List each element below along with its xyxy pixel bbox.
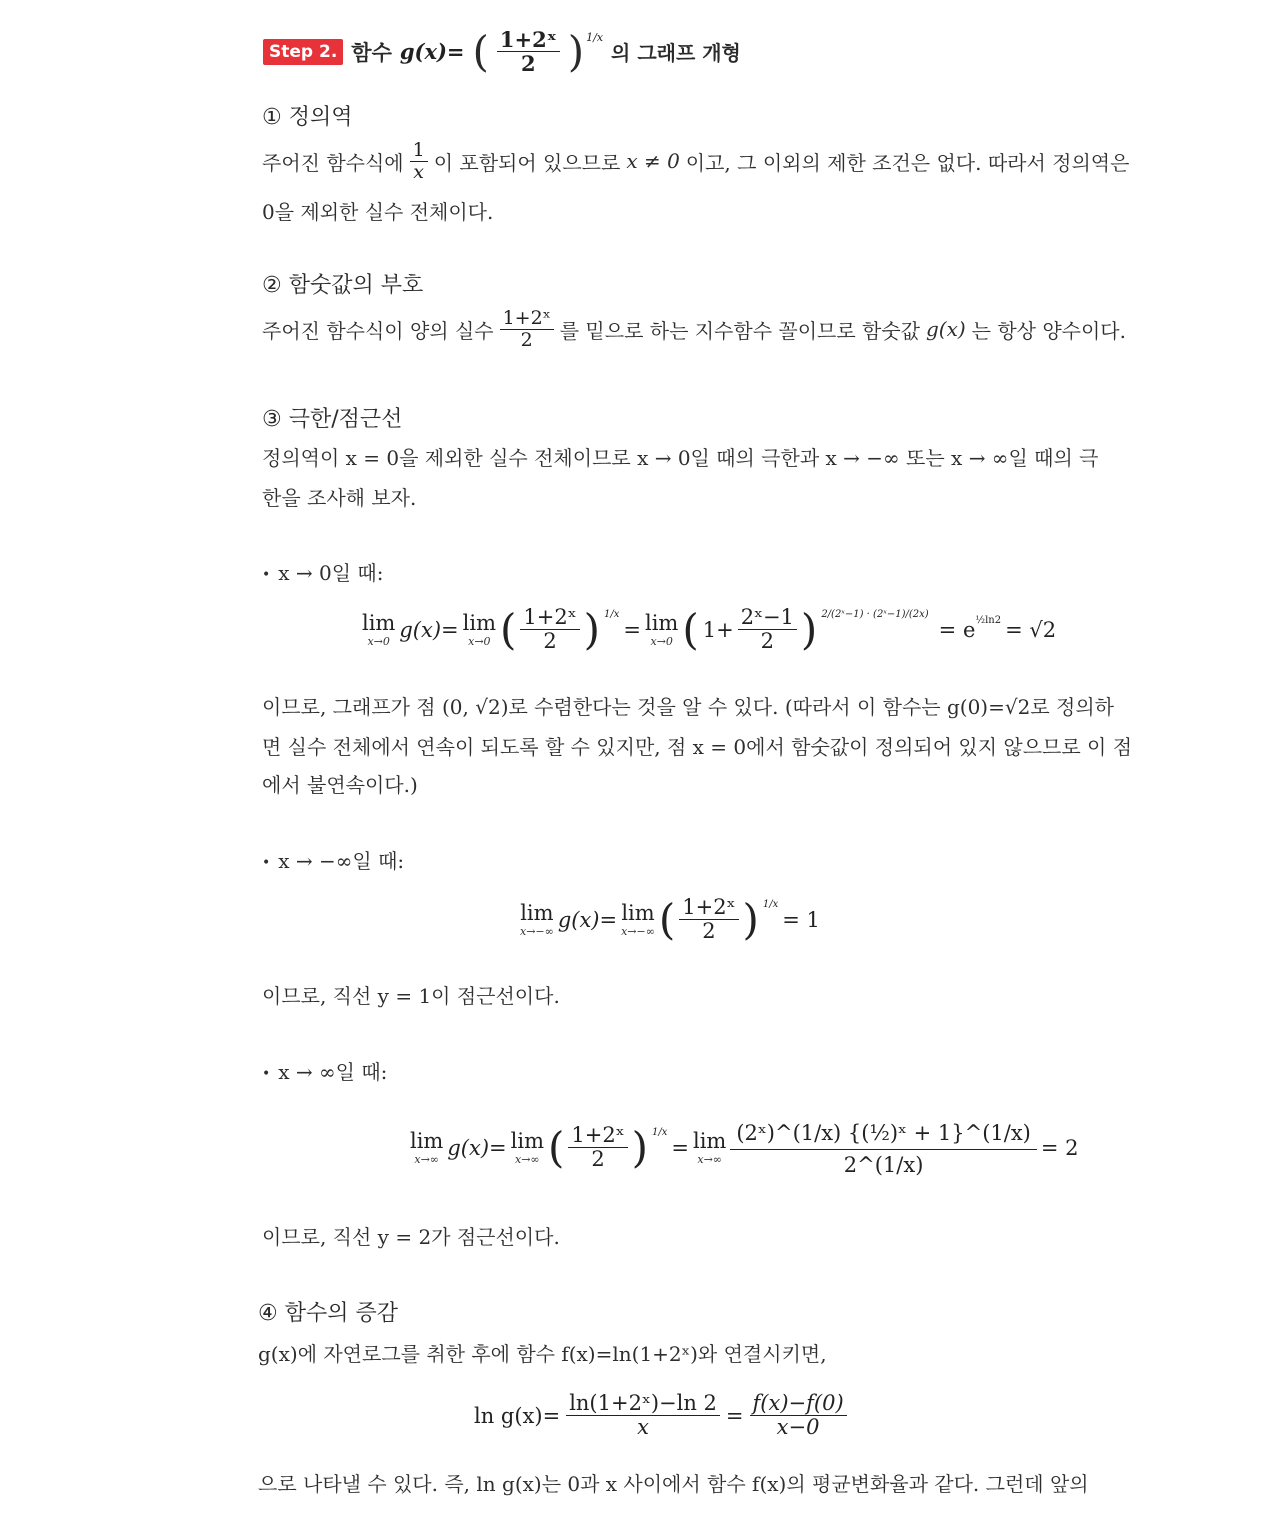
s2-heading: ② 함숫값의 부호 (262, 273, 424, 298)
eq-sign: = (623, 617, 641, 642)
lim-sub: x→−∞ (520, 924, 554, 938)
s4-frac2 (750, 1392, 847, 1439)
case2-text: 이므로, 직선 y = 1이 점근선이다. (262, 984, 560, 1008)
step-badge: Step 2. (263, 39, 343, 65)
case1-exp2: 2/(2ˣ−1) · (2ˣ−1)/(2x) (821, 609, 929, 621)
frac-num: 1+2ˣ (568, 1124, 627, 1148)
s1-line1 (262, 140, 1129, 183)
lim-2b: lim x→−∞ (621, 900, 655, 938)
paren-left: ( (682, 604, 699, 654)
header-den: 2 (521, 51, 536, 77)
header-suffix: 의 그래프 개형 (611, 41, 741, 66)
paren-right: ) (567, 26, 585, 76)
lim-1b: lim x→0 (462, 610, 496, 648)
s4-line2: 으로 나타낼 수 있다. 즉, ln g(x)는 0과 x 사이에서 함수 f(x)의 평균변화율과 같다. 그런데 앞의 (258, 1472, 1089, 1496)
lim-sub: x→∞ (697, 1152, 722, 1166)
s4-equation (474, 1392, 847, 1439)
frac-den: x (637, 1415, 649, 1440)
case3-bigfrac (730, 1118, 1037, 1177)
case3-equation (410, 1118, 1079, 1177)
case2-label-text: x → −∞일 때: (278, 849, 405, 873)
eq-sign: = (725, 1403, 744, 1428)
case2-result: = 1 (782, 907, 820, 932)
case1-frac1 (520, 606, 579, 653)
paren-left: ( (472, 26, 489, 76)
case1-label (262, 557, 383, 586)
bullet-icon: • (262, 566, 271, 583)
case3-label (262, 1056, 387, 1085)
header-func: g(x)= (399, 39, 465, 65)
s1-fraction (410, 140, 428, 183)
case1-frac2 (738, 606, 797, 653)
lim-sub: x→0 (650, 634, 673, 648)
case1-mid: 1+ (702, 617, 734, 642)
case1-equation (362, 606, 1056, 653)
s1-line2: 0을 제외한 실수 전체이다. (262, 200, 494, 224)
case1-label-text: x → 0일 때: (278, 561, 384, 585)
case3-text: 이므로, 직선 y = 2가 점근선이다. (262, 1225, 560, 1249)
lim-sub: x→∞ (515, 1152, 540, 1166)
s3-heading: ③ 극한/점근선 (262, 407, 403, 432)
s2-frac-num: 1+2ˣ (500, 308, 554, 330)
s4-frac1 (566, 1392, 720, 1439)
paren-right: ) (583, 604, 600, 654)
lim-1c: lim x→0 (644, 610, 679, 648)
case1-text2: 면 실수 전체에서 연속이 되도록 할 수 있지만, 점 x = 0에서 함숫값이 정의되어 있지 않으므로 이 점 (262, 735, 1133, 759)
s3-line2: 한을 조사해 보자. (262, 486, 417, 510)
case3-label-text: x → ∞일 때: (278, 1060, 388, 1084)
lim-sub: x→0 (367, 634, 390, 648)
header-fraction (497, 28, 560, 75)
step-header (263, 28, 741, 75)
s2-line1 (262, 308, 1126, 351)
lim-3b: lim x→∞ (510, 1128, 544, 1166)
s1-frac-num: 1 (410, 140, 428, 162)
lim-sub: x→−∞ (621, 924, 655, 938)
s2-text-a: 주어진 함수식이 양의 실수 (262, 318, 494, 343)
paren-right: ) (742, 894, 759, 944)
lim-3a: lim x→∞ (410, 1128, 444, 1166)
case1-text3: 에서 불연속이다.) (262, 773, 418, 797)
case1-e-exp: ½ln2 (975, 615, 1002, 627)
frac-den: 2 (760, 629, 774, 654)
case1-result: = √2 (1005, 617, 1057, 642)
frac-num: 1+2ˣ (679, 896, 738, 920)
frac-den: 2 (702, 919, 716, 944)
header-num: 1+2ˣ (497, 28, 560, 52)
eq-sign: = (671, 1135, 689, 1160)
case2-label (262, 845, 404, 874)
lim-3c: lim x→∞ (692, 1128, 727, 1166)
lim-2a: lim x→−∞ (520, 900, 554, 938)
case1-exp1: 1/x (604, 609, 620, 621)
s1-text-b: 이 포함되어 있으므로 (433, 150, 621, 175)
s4-line1: g(x)에 자연로그를 취한 후에 함수 f(x)=ln(1+2ˣ)와 연결시키면, (258, 1342, 827, 1366)
frac-num: 1+2ˣ (520, 606, 579, 630)
lim-sub: x→0 (468, 634, 491, 648)
bigfrac-den: 2^(1/x) (843, 1153, 924, 1178)
s2-text-c: 는 항상 양수이다. (971, 318, 1126, 343)
case1-lhs: g(x)= (399, 617, 459, 642)
frac-den: 2 (543, 629, 557, 654)
header-exp: 1/x (586, 31, 604, 45)
bullet-icon: • (262, 854, 271, 871)
case3-exp: 1/x (652, 1127, 668, 1139)
s1-heading: ① 정의역 (262, 105, 353, 130)
bigfrac-num: (2ˣ)^(1/x) {(½)ˣ + 1}^(1/x) (730, 1118, 1037, 1150)
s4-lhs: ln g(x)= (474, 1403, 561, 1428)
header-prefix: 함수 (351, 40, 392, 65)
paren-right: ) (800, 604, 818, 654)
lim-1a: lim x→0 (362, 610, 396, 648)
case1-e: = e (938, 617, 976, 642)
case3-result: = 2 (1040, 1135, 1079, 1160)
case3-frac (568, 1124, 627, 1171)
bullet-icon: • (262, 1065, 271, 1082)
s1-math: x ≠ 0 (626, 149, 680, 174)
frac-num: f(x)−f(0) (750, 1392, 847, 1416)
case2-exp: 1/x (762, 899, 779, 911)
paren-left: ( (548, 1122, 565, 1172)
paren-right: ) (631, 1122, 648, 1172)
case1-text1: 이므로, 그래프가 점 (0, √2)로 수렴한다는 것을 알 수 있다. (따라서 이 함수는 g(0)=√2로 정의하 (262, 695, 1114, 719)
s2-fraction (500, 308, 554, 351)
s1-frac-den: x (413, 160, 425, 183)
frac-den: x−0 (776, 1415, 820, 1440)
s4-heading: ④ 함수의 증감 (258, 1301, 398, 1326)
frac-num: 2ˣ−1 (738, 606, 797, 630)
case2-equation (520, 896, 820, 943)
lim-sub: x→∞ (414, 1152, 439, 1166)
frac-den: 2 (591, 1147, 605, 1172)
case2-lhs: g(x)= (557, 907, 618, 932)
s3-line1: 정의역이 x = 0을 제외한 실수 전체이므로 x → 0일 때의 극한과 x → −∞ 또는 x → ∞일 때의 극 (262, 446, 1099, 470)
paren-left: ( (658, 894, 676, 944)
s2-frac-den: 2 (520, 328, 533, 351)
s1-text-a: 주어진 함수식에 (262, 150, 404, 175)
case2-frac (679, 896, 738, 943)
paren-left: ( (500, 604, 517, 654)
case3-lhs: g(x)= (447, 1135, 507, 1160)
s1-text-c: 이고, 그 이외의 제한 조건은 없다. 따라서 정의역은 (685, 150, 1130, 175)
s2-math: g(x) (925, 317, 966, 342)
frac-num: ln(1+2ˣ)−ln 2 (566, 1392, 720, 1416)
s2-text-b: 를 밑으로 하는 지수함수 꼴이므로 함숫값 (559, 318, 920, 343)
